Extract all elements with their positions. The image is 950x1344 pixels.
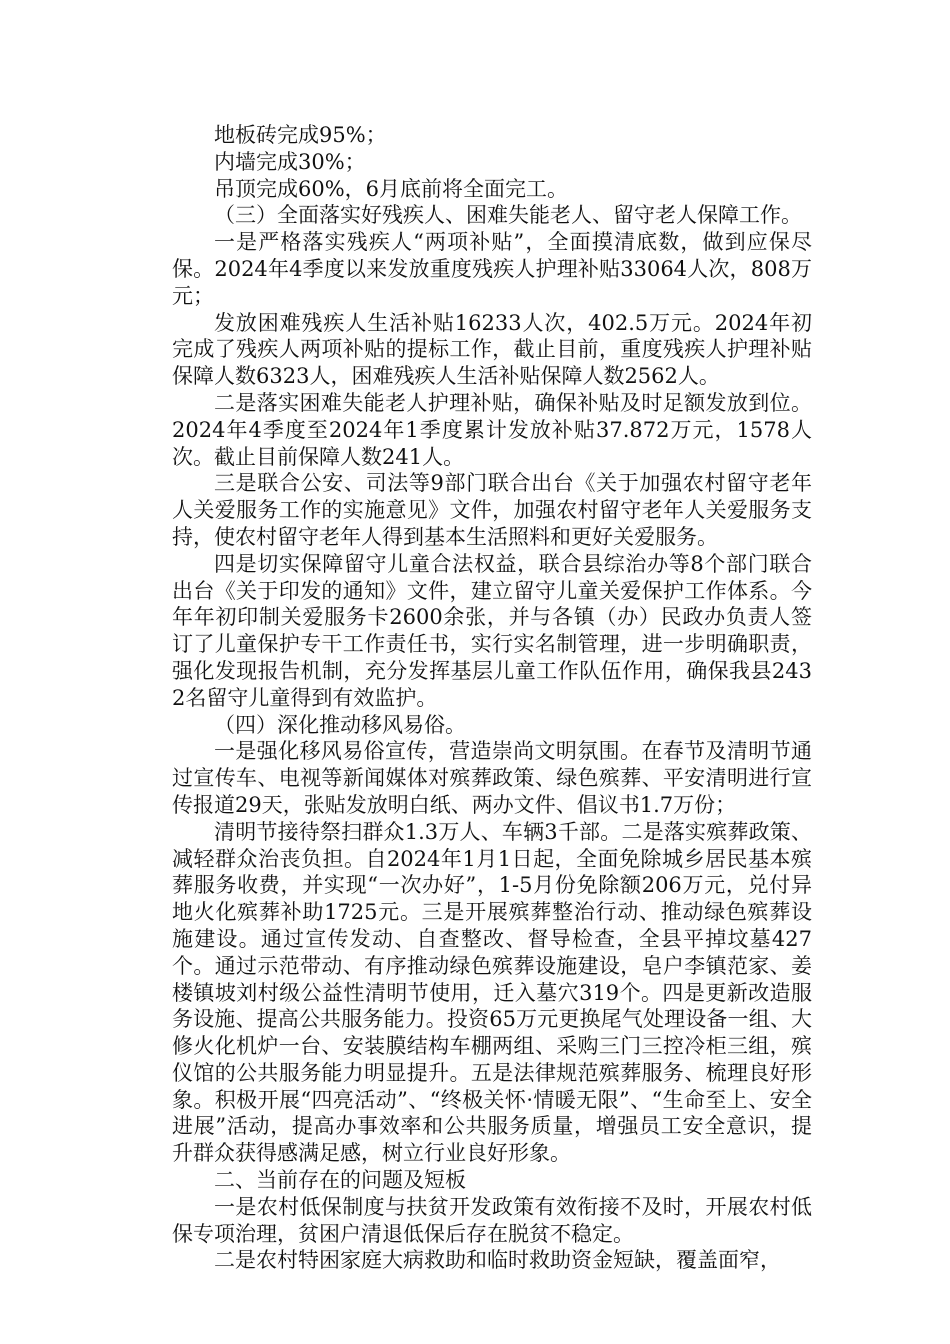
paragraph-problem-2: 二是农村特困家庭大病救助和临时救助资金短缺，覆盖面窄， bbox=[214, 1248, 781, 1273]
paragraph-inner-wall: 内墙完成30%； bbox=[214, 149, 366, 174]
paragraph-ceiling: 吊顶完成60%，6月底前将全面完工。 bbox=[214, 176, 569, 201]
paragraph-customs-promotion: 一是强化移风易俗宣传，营造崇尚文明氛围。在春节及清明节通过宣传车、电视等新闻媒体对殡葬政策、绿色殡葬、平安清明进行宣传报道29天，张贴发放明白纸、两办文件、倡议书1.7万份； bbox=[172, 739, 812, 817]
document-body bbox=[172, 122, 812, 1274]
section-heading-3: （三）全面落实好残疾人、困难失能老人、留守老人保障工作。 bbox=[214, 203, 802, 228]
paragraph-left-behind-elderly: 三是联合公安、司法等9部门联合出台《关于加强农村留守老年人关爱服务工作的实施意见》文件，加强农村留守老年人关爱服务支持，使农村留守老年人得到基本生活照料和更好关爱服务。 bbox=[172, 471, 812, 549]
section-heading-problems: 二、当前存在的问题及短板 bbox=[214, 1168, 466, 1193]
paragraph-disability-subsidy: 一是严格落实残疾人“两项补贴”，全面摸清底数，做到应保尽保。2024年4季度以来发放重度残疾人护理补贴33064人次，808万元； bbox=[172, 230, 812, 308]
paragraph-elderly-care-subsidy: 二是落实困难失能老人护理补贴，确保补贴及时足额发放到位。2024年4季度至2024年1季度累计发放补贴37.872万元，1578人次。截止目前保障人数241人。 bbox=[172, 390, 812, 469]
paragraph-floor-tiles: 地板砖完成95%； bbox=[214, 123, 387, 147]
section-heading-4: （四）深化推动移风易俗。 bbox=[214, 712, 466, 737]
paragraph-problem-1: 一是农村低保制度与扶贫开发政策有效衔接不及时，开展农村低保专项治理，贫困户清退低保后存在脱贫不稳定。 bbox=[172, 1194, 812, 1246]
paragraph-left-behind-children: 四是切实保障留守儿童合法权益，联合县综治办等8个部门联合出台《关于印发的通知》文件，建立留守儿童关爱保护工作体系。今年年初印制关爱服务卡2600余张，并与各镇（办）民政办负责人签订了儿童保护专干工作责任书，实行实名制管理，进一步明确职责，强化发现报告机制，充分发挥基层儿童工作队伍作用，确保我县2432名留守儿童得到有效监护。 bbox=[172, 551, 812, 710]
paragraph-living-subsidy: 发放困难残疾人生活补贴16233人次，402.5万元。2024年初完成了残疾人两项补贴的提标工作，截止目前，重度残疾人护理补贴保障人数6323人，困难残疾人生活补贴保障人数2562人。 bbox=[172, 310, 812, 389]
paragraph-funeral-reform: 清明节接待祭扫群众1.3万人、车辆3千部。二是落实殡葬政策、减轻群众治丧负担。自2024年1月1日起，全面免除城乡居民基本殡葬服务收费，并实现“一次办好”，1-5月份免除额206万元，兑付异地火化殡葬补助1725元。三是开展殡葬整治行动、推动绿色殡葬设施建设。通过宣传发动、自查整改、督导检查，全县平掉坟墓427个。通过示范带动、有序推动绿色殡葬设施建设，皂户李镇范家、姜楼镇坡刘村级公益性清明节使用，迁入墓穴319个。四是更新改造服务设施、提高公共服务能力。投资65万元更换尾气处理设备一组、大修火化机炉一台、安装膜结构车棚两组、采购三门三控冷柜三组，殡仪馆的公共服务能力明显提升。五是法律规范殡葬服务、梳理良好形象。积极开展“四亮活动”、“终极关怀·情暖无限”、“生命至上、安全进展”活动，提高办事效率和公共服务质量，增强员工安全意识，提升群众获得感满足感，树立行业良好形象。 bbox=[172, 819, 812, 1166]
